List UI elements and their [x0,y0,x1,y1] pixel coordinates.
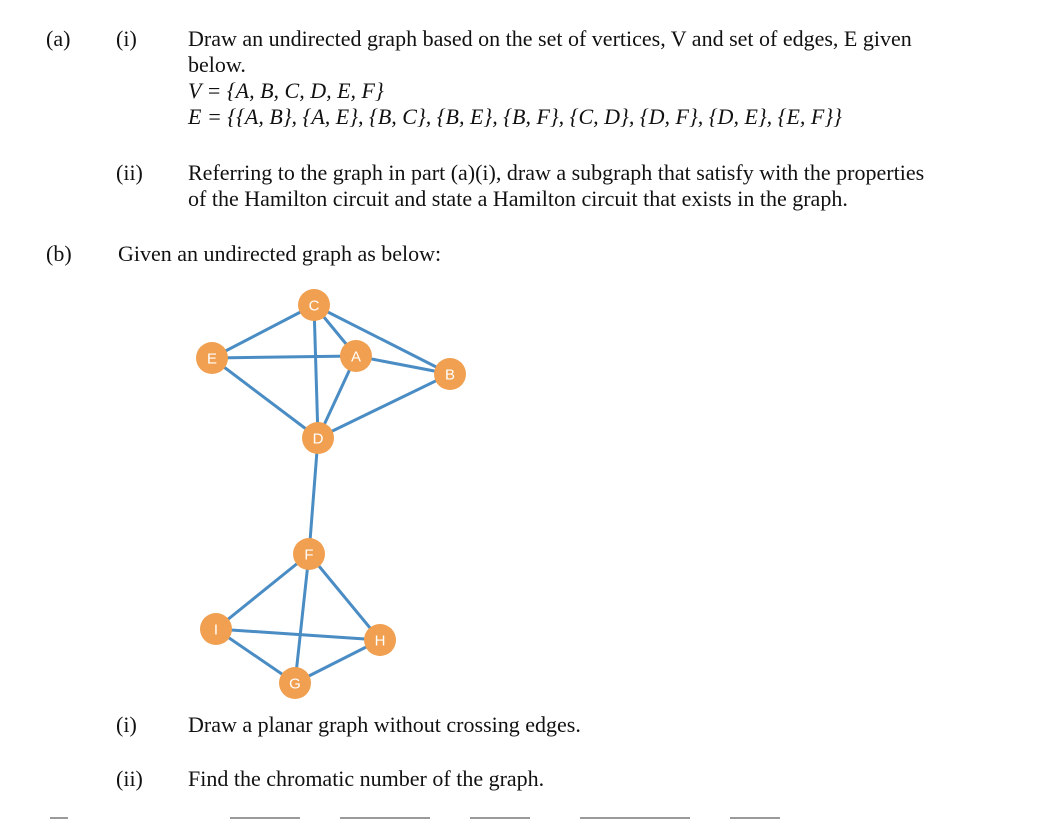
part-a-i-label: (i) [116,26,137,51]
vertex-A [340,340,372,372]
edge-E-A [212,356,356,358]
vertex-E-label: E [206,350,218,368]
part-a-i-line2: below. [188,52,246,77]
vertex-C-label: C [308,297,320,315]
part-a-label: (a) [46,26,71,51]
vertex-B [434,358,466,390]
edge-F-I [216,554,309,629]
cropped-next-line [40,817,800,824]
vertex-I-label: I [213,621,219,639]
part-a-ii-label: (ii) [116,160,143,185]
edge-D-B [318,374,450,438]
edge-set: E = {{A, B}, {A, E}, {B, C}, {B, E}, {B, F}, {C, D}, {D, F}, {D, E}, {E, F}} [188,104,842,129]
part-b-i-label: (i) [116,712,137,737]
edge-E-D [212,358,318,438]
vertex-set: V = {A, B, C, D, E, F} [188,78,384,103]
edge-F-H [309,554,380,640]
edge-C-E [212,305,314,358]
part-b-label: (b) [46,241,72,266]
vertex-G-label: G [289,675,301,693]
vertex-C [298,289,330,321]
vertex-G [279,667,311,699]
part-b-intro: Given an undirected graph as below: [118,241,442,266]
vertex-F-label: F [304,546,314,564]
edge-F-G [295,554,309,683]
vertex-A-label: A [350,348,362,366]
part-a-i-line1: Draw an undirected graph based on the set of vertices, V and set of edges, E given [188,26,912,51]
edge-C-B [314,305,450,374]
vertex-F [293,538,325,570]
vertex-D [302,422,334,454]
part-a-ii-line1: Referring to the graph in part (a)(i), draw a subgraph that satisfy with the properties [188,160,925,185]
vertex-H-label: H [374,632,386,650]
part-b-ii-label: (ii) [116,766,143,791]
vertex-I [200,613,232,645]
part-b-ii-text: Find the chromatic number of the graph. [188,766,545,791]
edge-I-H [216,629,380,640]
part-a-ii-line2: of the Hamilton circuit and state a Hamilton circuit that exists in the graph. [188,186,848,211]
vertex-D-label: D [312,430,324,448]
vertex-B-label: B [444,366,456,384]
part-b-i-text: Draw a planar graph without crossing edges. [188,712,581,737]
vertex-E [196,342,228,374]
vertex-H [364,624,396,656]
edge-C-D [314,305,318,438]
edge-D-F [309,438,318,554]
